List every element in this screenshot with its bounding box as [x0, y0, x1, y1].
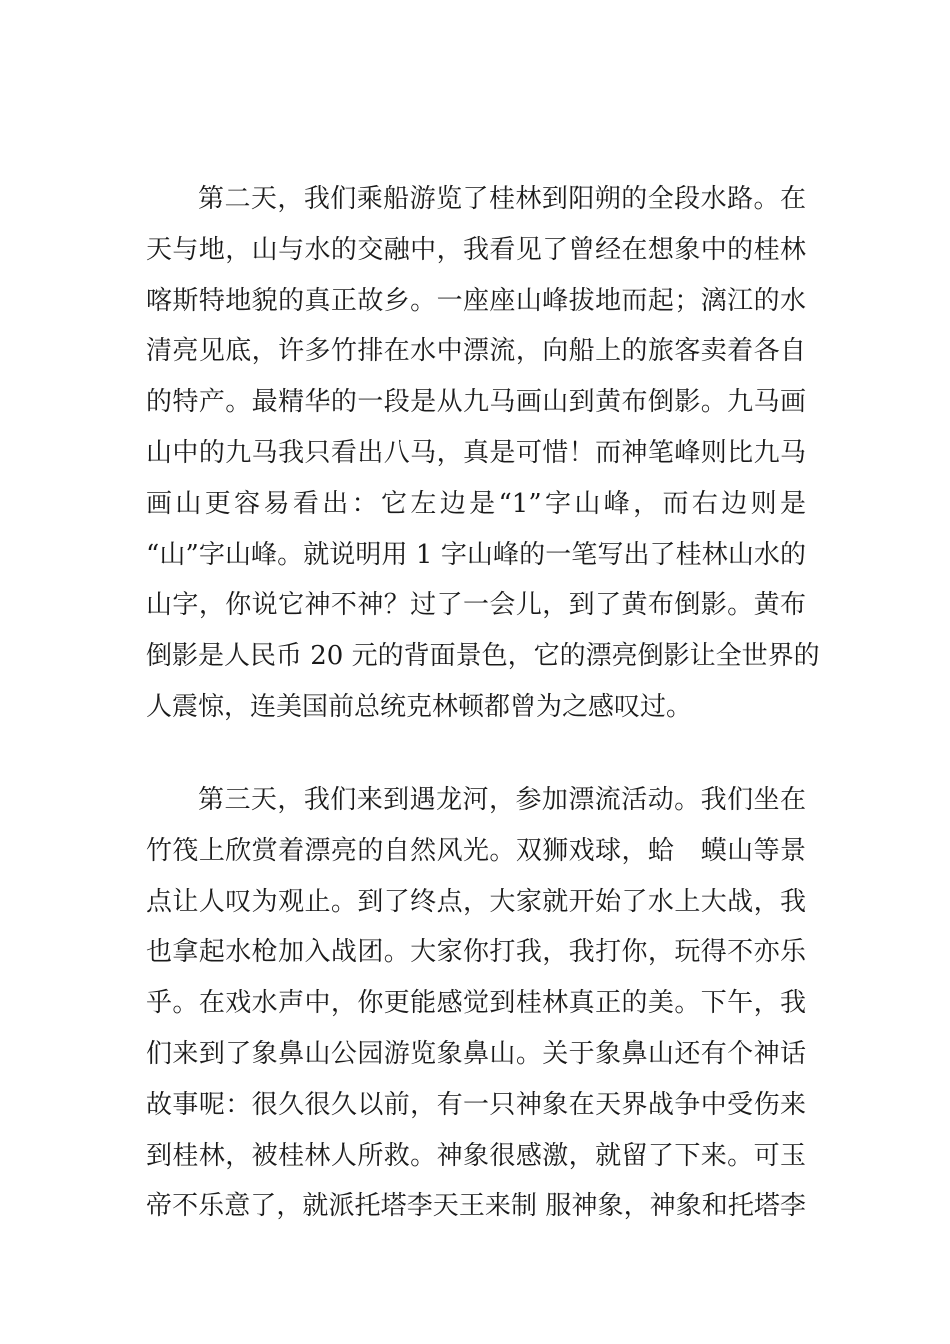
text-line: 倒影是人民币 20 元的背面景色，它的漂亮倒影让全世界的 — [146, 641, 820, 672]
text-line: 人震惊，连美国前总统克林顿都曾为之感叹过。 — [146, 691, 693, 722]
text-line: 第二天，我们乘船游览了桂林到阳朔的全段水路。在 — [198, 184, 806, 214]
text-line: 天与地，山与水的交融中，我看见了曾经在想象中的桂林 — [146, 234, 806, 265]
text-line: 的特产。最精华的一段是从九马画山到黄布倒影。九马画 — [146, 387, 806, 418]
text-line: 故事呢：很久很久以前，有一只神象在天界战争中受伤来 — [146, 1089, 806, 1120]
text-line: 清亮见底，许多竹排在水中漂流，向船上的旅客卖着各自 — [146, 336, 806, 367]
text-line: 到桂林，被桂林人所救。神象很感激，就留了下来。可玉 — [146, 1140, 806, 1171]
paragraph-day-three — [146, 775, 806, 1232]
text-line: 帝不乐意了，就派托塔李天王来制 服神象，神象和托塔李 — [146, 1191, 806, 1222]
text-line: 山字，你说它神不神？过了一会儿，到了黄布倒影。黄布 — [146, 590, 806, 621]
text-line: 乎。在戏水声中，你更能感觉到桂林真正的美。下午，我 — [146, 988, 806, 1019]
text-line: 第三天，我们来到遇龙河，参加漂流活动。我们坐在 — [198, 785, 806, 815]
text-line: 竹筏上欣赏着漂亮的自然风光。双狮戏球，蛤 蟆山等景 — [146, 835, 806, 866]
text-line: 们来到了象鼻山公园游览象鼻山。关于象鼻山还有个神话 — [146, 1038, 806, 1069]
text-line: 画山更容易看出：它左边是“1”字山峰，而右边则是 — [146, 488, 806, 519]
text-line: 喀斯特地貌的真正故乡。一座座山峰拔地而起；漓江的水 — [146, 285, 806, 316]
text-line: 山中的九马我只看出八马，真是可惜！而神笔峰则比九马 — [146, 437, 806, 468]
text-line: “山”字山峰。就说明用 1 字山峰的一笔写出了桂林山水的 — [146, 539, 806, 570]
paragraph-day-two — [146, 174, 820, 733]
text-line: 点让人叹为观止。到了终点，大家就开始了水上大战，我 — [146, 886, 806, 917]
text-line: 也拿起水枪加入战团。大家你打我，我打你，玩得不亦乐 — [146, 937, 806, 968]
